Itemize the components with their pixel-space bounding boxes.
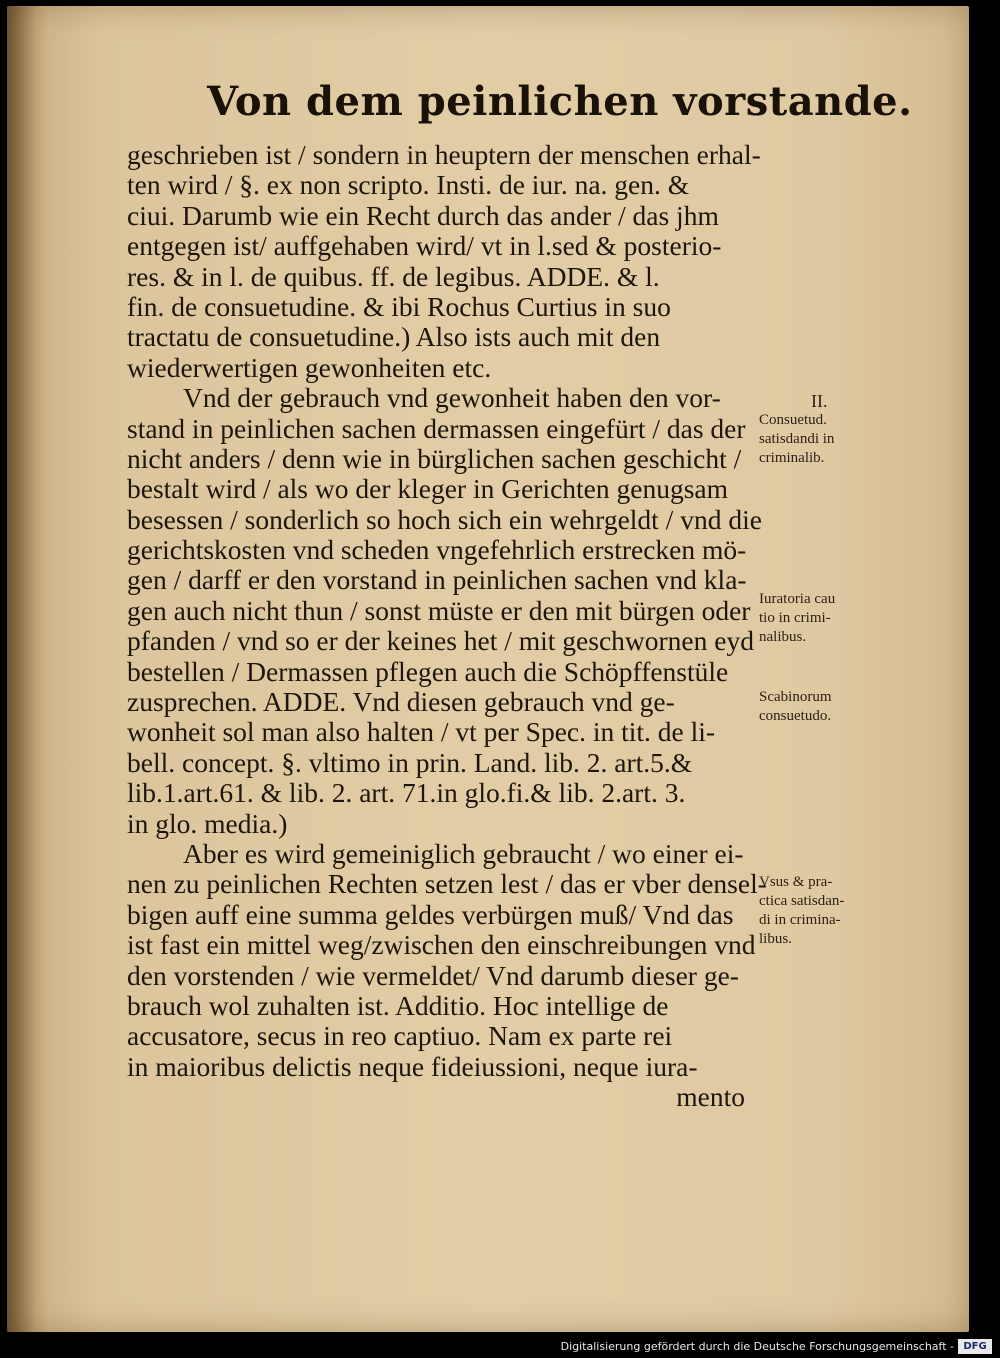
body-text: [127, 140, 767, 1113]
margin-note: [759, 873, 909, 949]
text-line: bell. concept. §. vltimo in prin. Land. lib. 2. art.5.&: [127, 747, 693, 778]
margin-note-line: di in crimina-: [759, 912, 841, 928]
margin-note-line: satisdandi in: [759, 431, 835, 447]
text-line: fin. de consuetudine. & ibi Rochus Curtius in suo: [127, 291, 671, 322]
margin-note-line: Scabinorum: [759, 689, 832, 705]
text-line: accusatore, secus in reo captiuo. Nam ex parte rei: [127, 1021, 673, 1052]
dfg-logo-icon: DFG: [958, 1339, 992, 1354]
footer-bar: [0, 1336, 1000, 1358]
text-line: gen / darff er den vorstand in peinlichen sachen vnd kla-: [127, 565, 747, 596]
margin-note-line: libus.: [759, 931, 792, 947]
text-line: lib.1.art.61. & lib. 2. art. 71.in glo.fi.& lib. 2.art. 3.: [127, 778, 686, 809]
text-line: nicht anders / denn wie in bürglichen sachen geschicht /: [127, 443, 742, 474]
text-line: entgegen ist/ auffgehaben wird/ vt in l.sed & posterio-: [127, 231, 722, 262]
margin-note-number: II.: [811, 391, 828, 411]
margin-note-line: Iuratoria cau: [759, 591, 836, 607]
margin-note: [759, 688, 909, 726]
margin-note-line: criminalib.: [759, 450, 825, 466]
text-line: Aber es wird gemeiniglich gebraucht / wo einer ei-: [183, 838, 744, 869]
margin-note-line: Vsus & pra-: [759, 874, 833, 890]
text-line: gerichtskosten vnd scheden vngefehrlich erstrecken mö-: [127, 535, 747, 566]
text-line: in maioribus delictis neque fideiussioni, neque iura-: [127, 1051, 698, 1082]
running-header: Von dem peinlichen vorstande.: [207, 78, 913, 125]
text-line: brauch wol zuhalten ist. Additio. Hoc intellige de: [127, 990, 669, 1021]
margin-note-line: Consuetud.: [759, 412, 827, 428]
text-line: bestalt wird / als wo der kleger in Gerichten genugsam: [127, 474, 728, 505]
text-line: pfanden / vnd so er der keines het / mit geschwornen eyd: [127, 626, 754, 657]
text-line: nen zu peinlichen Rechten setzen lest / das er vber densel-: [127, 869, 767, 900]
text-line: den vorstenden / wie vermeldet/ Vnd darumb dieser ge-: [127, 960, 739, 991]
text-line: bigen auff eine summa geldes verbürgen muß/ Vnd das: [127, 899, 734, 930]
text-line: in glo. media.): [127, 808, 288, 839]
margin-note-line: tio in crimi-: [759, 610, 831, 626]
text-line: wonheit sol man also halten / vt per Spec. in tit. de li-: [127, 717, 716, 748]
text-line: ciui. Darumb wie ein Recht durch das ander / das jhm: [127, 200, 719, 231]
text-line: stand in peinlichen sachen dermassen eingefürt / das der: [127, 413, 746, 444]
text-line: ist fast ein mittel weg/zwischen den einschreibungen vnd: [127, 930, 756, 961]
margin-note-line: ctica satisdan-: [759, 893, 845, 909]
text-line: bestellen / Dermassen pflegen auch die Schöpffenstüle: [127, 656, 729, 687]
funding-credit: Digitalisierung gefördert durch die Deutsche Forschungsgemeinschaft -: [560, 1340, 954, 1353]
text-line: wiederwertigen gewonheiten etc.: [127, 352, 492, 383]
text-line: zusprechen. ADDE. Vnd diesen gebrauch vnd ge-: [127, 687, 675, 718]
text-line: gen auch nicht thun / sonst müste er den mit bürgen oder: [127, 595, 751, 626]
margin-note: [759, 392, 909, 468]
book-page: [7, 6, 969, 1332]
margin-note-line: nalibus.: [759, 629, 807, 645]
text-line: geschrieben ist / sondern in heuptern der menschen erhal-: [127, 140, 761, 170]
text-line: mento: [676, 1082, 745, 1113]
text-line: besessen / sonderlich so hoch sich ein wehrgeldt / vnd die: [127, 504, 762, 535]
text-line: res. & in l. de quibus. ff. de legibus. ADDE. & l.: [127, 261, 660, 292]
text-line: Vnd der gebrauch vnd gewonheit haben den vor-: [183, 383, 721, 414]
text-line: ten wird / §. ex non scripto. Insti. de iur. na. gen. &: [127, 170, 690, 201]
text-line: tractatu de consuetudine.) Also ists auch mit den: [127, 322, 661, 353]
margin-note: [759, 590, 909, 647]
margin-note-line: consuetudo.: [759, 708, 832, 724]
